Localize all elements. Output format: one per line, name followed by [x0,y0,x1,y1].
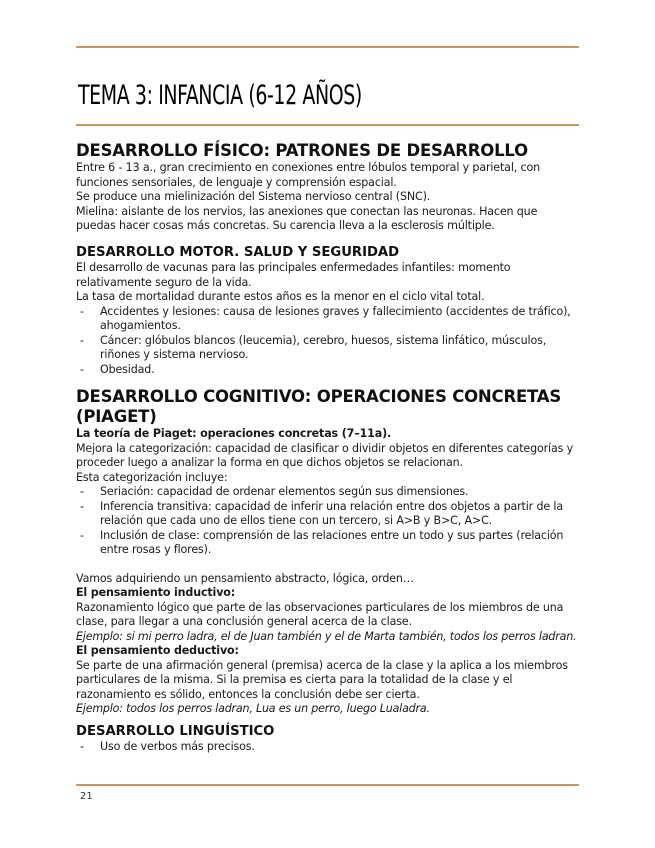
list-item: - Accidentes y lesiones: causa de lesiones graves y fallecimiento (accidentes de tráfico), ahogamientos. [76,305,579,334]
section-heading: DESARROLLO FÍSICO: PATRONES DE DESARROLLO [76,141,528,160]
paragraph: Mielina: aislante de los nervios, las anexiones que conectan las neuronas. Hacen que puedas hacer cosas más concretas. Su carencia lleva a la esclerosis múltiple. [76,204,538,232]
page-title: TEMA 3: INFANCIA (6-12 AÑOS) [78,80,362,111]
section-linguistic [76,724,579,755]
paragraph: El desarrollo de vacunas para las principales enfermedades infantiles: momento relativamente seguro de la vida. [76,261,511,289]
title-rule [76,124,579,126]
section-physical [76,141,579,234]
paragraph: Vamos adquiriendo un pensamiento abstracto, lógica, orden… [76,571,414,585]
section-heading: DESARROLLO COGNITIVO: OPERACIONES CONCRETAS (PIAGET) [76,387,562,426]
section-heading: DESARROLLO MOTOR. SALUD Y SEGURIDAD [76,245,400,260]
list-item: - Obesidad. [76,363,579,378]
footer-rule [76,784,579,786]
paragraph: Razonamiento lógico que parte de las observaciones particulares de los miembros de una clase, para llegar a una conclusión general acerca de la clase. [76,600,564,628]
paragraph: Esta categorización incluye: [76,470,228,484]
paragraph: Mejora la categorización: capacidad de clasificar o dividir objetos en diferentes categorías y proceder luego a analizar la forma en que dichos objetos se relacionan. [76,441,574,469]
example: Ejemplo: todos los perros ladran, Lua es un perro, luego Lualadra. [76,702,430,715]
list-item: - Inferencia transitiva: capacidad de inferir una relación entre dos objetos a partir de la relación que cada uno de ellos tiene con un tercero, si A>B y B>C, A>C. [76,500,579,529]
paragraph: Se produce una mielinización del Sistema nervioso central (SNC). [76,190,431,203]
section-cognitive [76,387,579,717]
section-motor [76,245,579,377]
top-rule [76,46,579,48]
example: Ejemplo: si mi perro ladra, el de Juan también y el de Marta también, todos los perros ladran. [76,629,577,643]
paragraph: La tasa de mortalidad durante estos años es la menor en el ciclo vital total. [76,290,485,303]
list-item: - Uso de verbos más precisos. [76,740,579,755]
page-number: 21 [80,791,93,802]
list-item: - Cáncer: glóbulos blancos (leucemia), cerebro, huesos, sistema linfático, músculos, riñones y sistema nervioso. [76,334,579,363]
list-item: - Inclusión de clase: comprensión de las relaciones entre un todo y sus partes (relación entre rosas y flores). [76,529,579,558]
paragraph: Entre 6 - 13 a., gran crecimiento en conexiones entre lóbulos temporal y parietal, con funciones sensoriales, de lenguaje y comprensión espacial. [76,161,540,189]
subheading: La teoría de Piaget: operaciones concretas (7–11a). [76,427,392,440]
bullet-list [76,740,579,755]
section-heading: DESARROLLO LINGUÍSTICO [76,724,275,739]
inductive-label: El pensamiento inductivo: [76,586,236,599]
paragraph: Se parte de una afirmación general (premisa) acerca de la clase y la aplica a los miembros particulares de la misma. Si la premisa es cierta para la totalidad de la clase y el razonamiento es sólido, entonces la conclusión debe ser cierta. [76,658,568,701]
deductive-label: El pensamiento deductivo: [76,644,239,657]
bullet-list [76,305,579,378]
bullet-list [76,485,579,558]
list-item: - Seriación: capacidad de ordenar elementos según sus dimensiones. [76,485,579,500]
